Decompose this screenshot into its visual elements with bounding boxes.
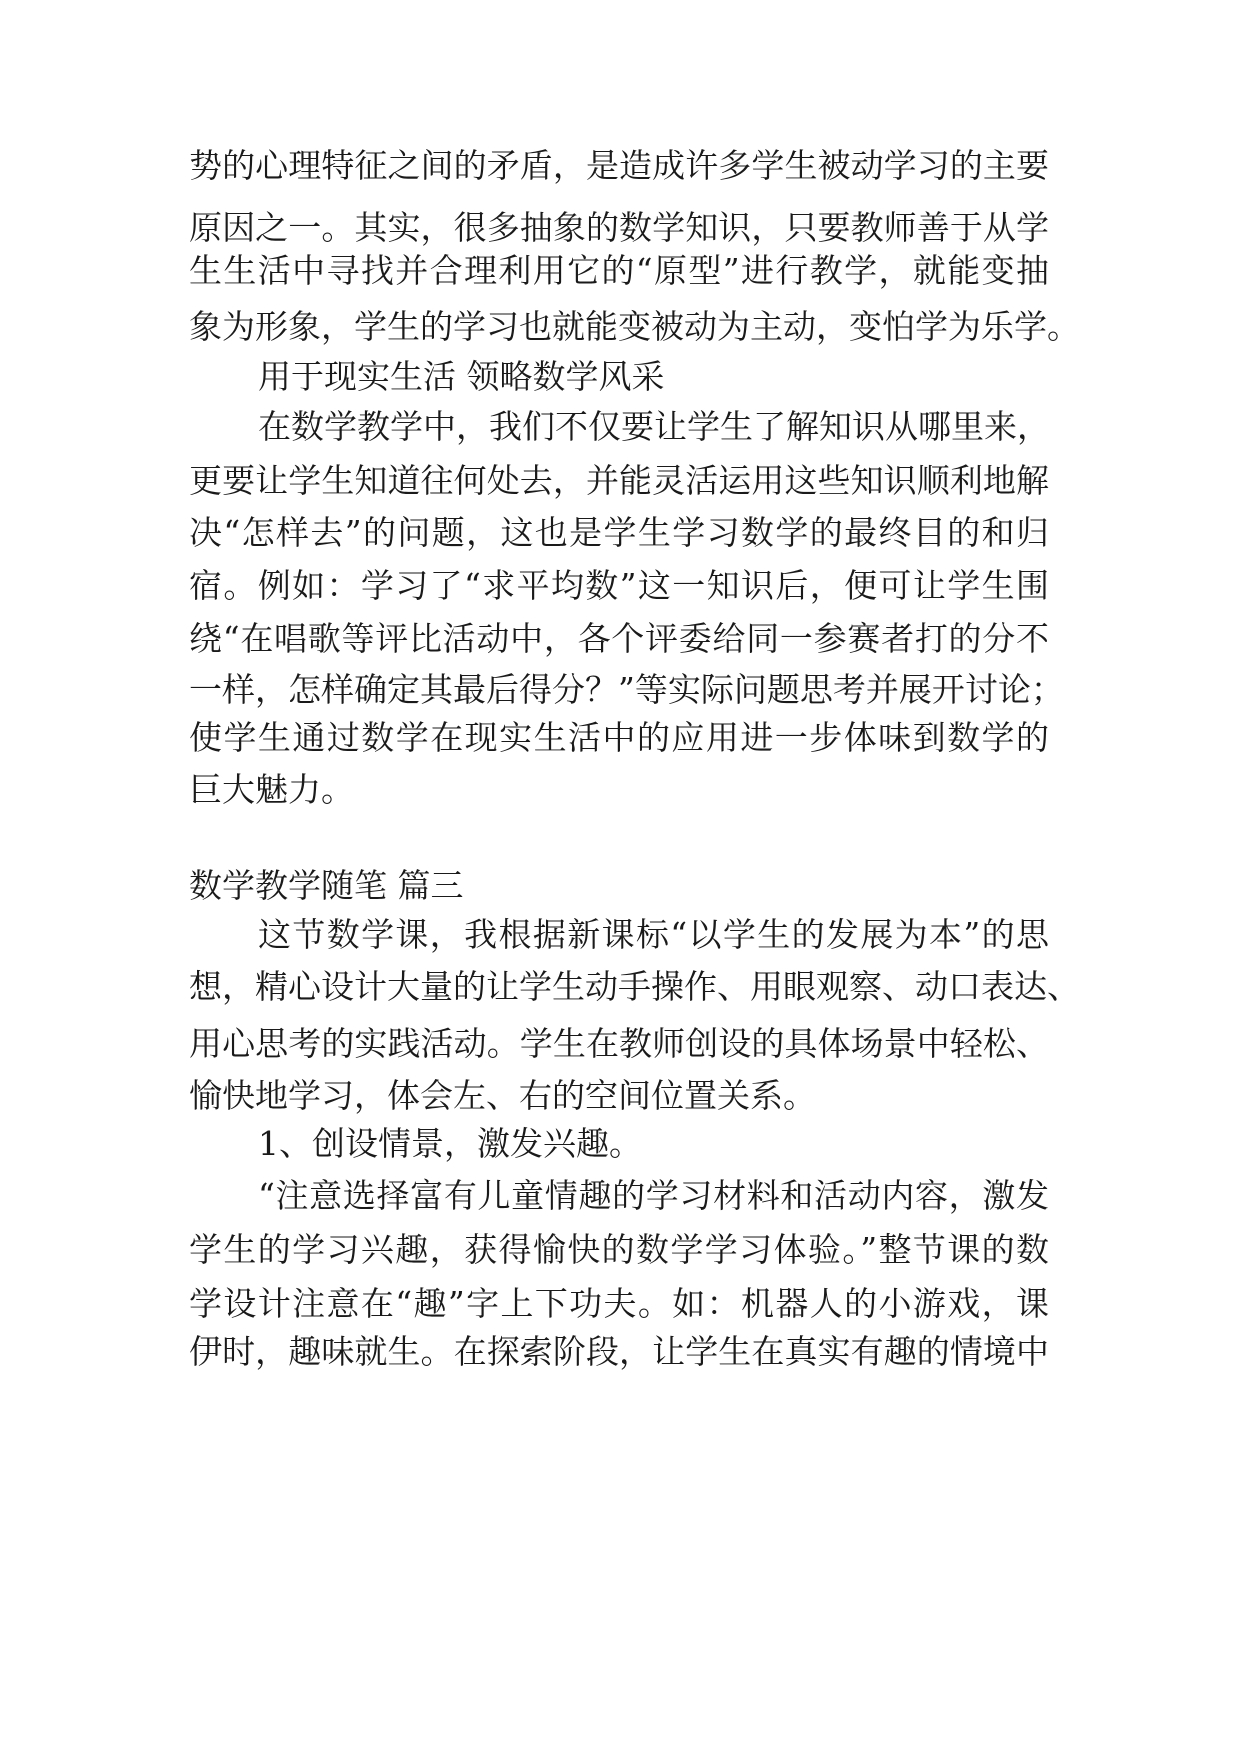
section-heading: 用于现实生活 领略数学风采	[258, 357, 665, 396]
body-text-line: 用心思考的实践活动。学生在教师创设的具体场景中轻松、	[189, 1024, 1049, 1063]
body-text-line: 伊时，趣味就生。在探索阶段，让学生在真实有趣的情境中	[189, 1332, 1049, 1371]
body-text-line: 愉快地学习，体会左、右的空间位置关系。	[189, 1076, 816, 1115]
body-text-line: 想，精心设计大量的让学生动手操作、用眼观察、动口表达、	[189, 967, 1080, 1006]
body-text-line: 势的心理特征之间的矛盾，是造成许多学生被动学习的主要	[189, 146, 1049, 185]
body-text-line: 宿。例如：学习了“求平均数”这一知识后，便可让学生围	[189, 566, 1049, 605]
body-text-line: 巨大魅力。	[189, 770, 354, 809]
body-text-line: 学生的学习兴趣，获得愉快的数学学习体验。”整节课的数	[189, 1230, 1049, 1269]
body-text-line: 决“怎样去”的问题，这也是学生学习数学的最终目的和归	[189, 513, 1049, 552]
body-text-line: 更要让学生知道往何处去，并能灵活运用这些知识顺利地解	[189, 461, 1049, 500]
body-text-line: 绕“在唱歌等评比活动中，各个评委给同一参赛者打的分不	[189, 619, 1049, 658]
body-text-line: 在数学教学中，我们不仅要让学生了解知识从哪里来，	[258, 407, 1050, 446]
body-text-line: 学设计注意在“趣”字上下功夫。如：机器人的小游戏，课	[189, 1284, 1049, 1323]
body-text-line: 一样，怎样确定其最后得分？”等实际问题思考并展开讨论；	[189, 670, 1064, 709]
body-text-line: 象为形象，学生的学习也就能变被动为主动，变怕学为乐学。	[189, 307, 1080, 346]
body-text-line: 这节数学课，我根据新课标“以学生的发展为本”的思	[258, 915, 1049, 954]
body-text-line: 使学生通过数学在现实生活中的应用进一步体味到数学的	[189, 718, 1049, 757]
body-text-line: “注意选择富有儿童情趣的学习材料和活动内容，激发	[258, 1176, 1049, 1215]
body-text-line: 原因之一。其实，很多抽象的数学知识，只要教师善于从学	[189, 208, 1049, 247]
article-title: 数学教学随笔 篇三	[189, 866, 464, 905]
numbered-heading: 1、创设情景，激发兴趣。	[258, 1124, 642, 1163]
body-text-line: 生生活中寻找并合理利用它的“原型”进行教学，就能变抽	[189, 251, 1049, 290]
